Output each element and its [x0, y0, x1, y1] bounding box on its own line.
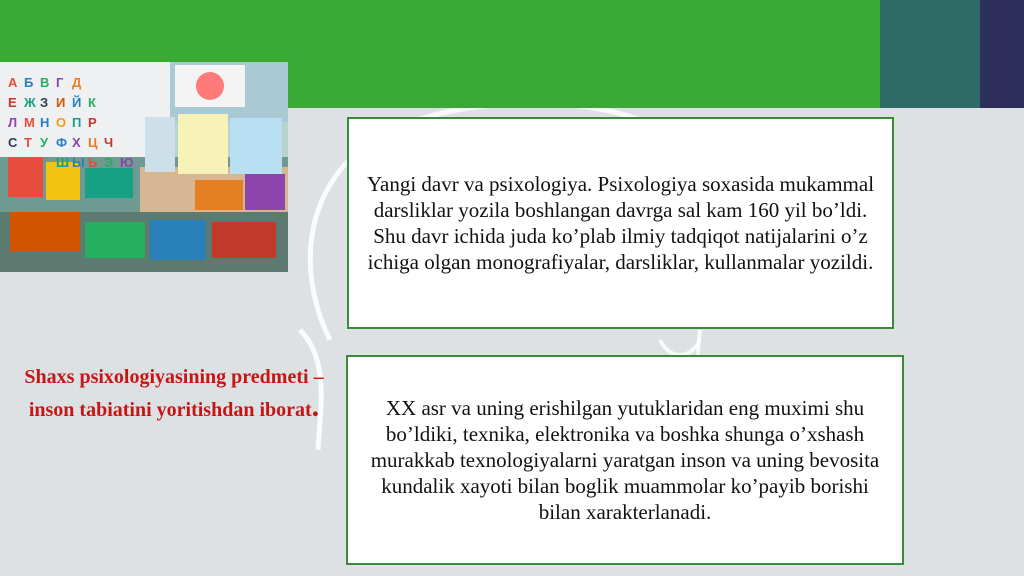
svg-text:Н: Н	[40, 115, 50, 130]
svg-text:Ф: Ф	[56, 135, 68, 150]
svg-text:Г: Г	[56, 75, 64, 90]
svg-text:Ы: Ы	[72, 155, 85, 170]
svg-text:Ч: Ч	[104, 135, 114, 150]
classroom-shelf-photo	[0, 62, 288, 272]
svg-text:Л: Л	[8, 115, 18, 130]
svg-text:А: А	[8, 75, 18, 90]
svg-text:Е: Е	[8, 95, 17, 110]
subject-heading-text: Shaxs psixologiyasining predmeti – inson tabiatini yoritishdan iborat	[24, 366, 324, 421]
svg-text:М: М	[24, 115, 35, 130]
svg-text:Д: Д	[72, 75, 82, 90]
svg-text:З: З	[40, 95, 49, 110]
svg-text:И: И	[56, 95, 66, 110]
header-navy-bar	[980, 0, 1024, 108]
svg-text:Э: Э	[104, 155, 114, 170]
svg-text:В: В	[40, 75, 50, 90]
svg-text:Р: Р	[88, 115, 97, 130]
svg-text:П: П	[72, 115, 82, 130]
subject-heading	[18, 362, 330, 425]
svg-text:Х: Х	[72, 135, 81, 150]
svg-text:Ь: Ь	[88, 155, 98, 170]
svg-text:Т: Т	[24, 135, 32, 150]
subject-heading-period: .	[311, 390, 320, 423]
svg-text:У: У	[40, 135, 49, 150]
twentieth-century-text: XX asr va uning erishilgan yutuklaridan eng muximi shu bo’ldiki, texnika, elektronika va boshka shunga o’xshash murakkab texnologiyalarni yaratgan inson va uning bevosita kundalik xayoti bilan boglik muammolar ko’payib borishi bilan xarakterlanadi.	[370, 396, 880, 524]
twentieth-century-text-box	[346, 355, 904, 565]
svg-text:Ц: Ц	[88, 135, 98, 150]
svg-text:С: С	[8, 135, 18, 150]
history-text: Yangi davr va psixologiya. Psixologiya soxasida mukammal darsliklar yozila boshlangan davrga sal kam 160 yil bo’ldi. Shu davr ichida juda ko’plab ilmiy tadqiqot natijalarini o’z ichiga olgan monografiyalar, darsliklar, kullanmalar yozildi.	[366, 172, 875, 274]
svg-text:Б: Б	[24, 75, 34, 90]
svg-text:Ж: Ж	[24, 95, 36, 110]
svg-text:Й: Й	[72, 95, 82, 110]
svg-text:Ю: Ю	[120, 155, 134, 170]
svg-text:Ш: Ш	[56, 155, 70, 170]
svg-text:О: О	[56, 115, 67, 130]
header-teal-bar	[880, 0, 980, 108]
svg-text:К: К	[88, 95, 96, 110]
history-text-box	[347, 117, 894, 329]
